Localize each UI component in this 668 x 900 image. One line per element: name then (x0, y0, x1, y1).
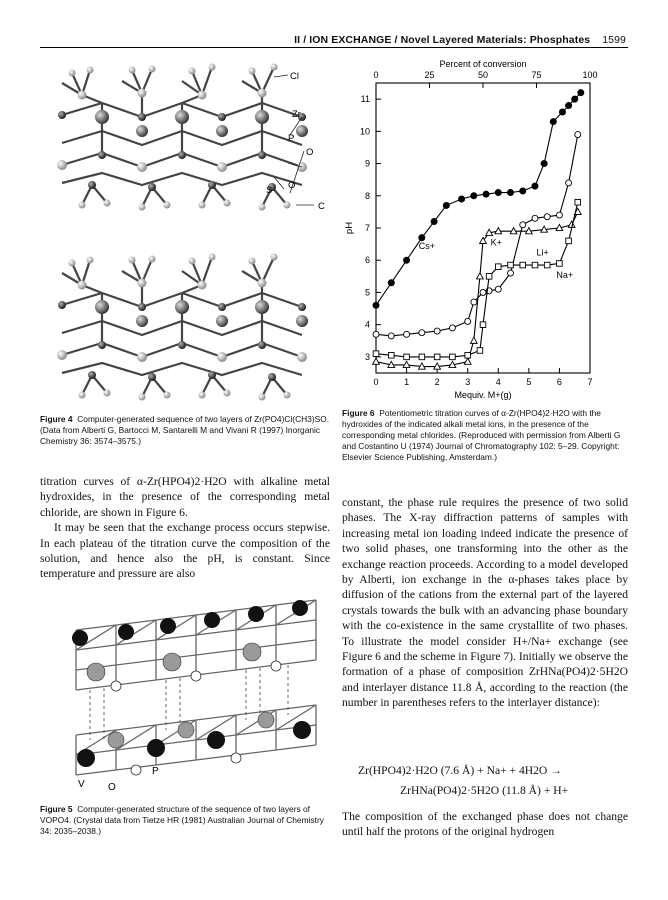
figure-6-caption-text: Potentiometric titration curves of α-Zr(HPO4)2·H2O with the hydroxides of the indicated alkali metal ions, in the presence of the corresponding metal chlorides. (Reproduced with permission from Alberti G and Costantino U (1974) Journal of Chromatography 102: 5–29. Copyright: Elsevier Science Publishing, Amsterdam.) (342, 408, 621, 462)
data-point-na (434, 354, 440, 360)
right-paragraph-2: The composition of the exchanged phase does not change until half the protons of the original hydrogen (342, 810, 628, 839)
top-tick-label: 0 (373, 70, 379, 80)
figure-5-caption (40, 804, 330, 837)
left-column-text (40, 474, 330, 582)
figure-4-caption-text: Computer-generated sequence of two layers of Zr(PO4)Cl(CH3)SO. (Data from Alberti G, Bartocci M, Santarelli M and Vivani R (1997) Inorganic Chemistry 36: 3574–3575.) (40, 414, 330, 446)
data-point-cs (541, 161, 547, 167)
left-paragraph-1: titration curves of α-Zr(HPO4)2·H2O with alkaline metal hydroxides, in the presence of the corresponding metal chloride, are shown in Figure 6. (40, 475, 330, 519)
data-point-li (388, 333, 394, 339)
reaction-equation (358, 761, 628, 801)
data-point-li (566, 180, 572, 186)
data-point-cs (572, 96, 578, 102)
data-point-k (464, 358, 471, 364)
figure-6-chart (338, 55, 628, 403)
curve-label-1: K+ (490, 237, 502, 248)
running-head (294, 34, 626, 46)
data-point-k (373, 358, 380, 364)
data-point-cs (373, 302, 379, 308)
data-point-cs (388, 280, 394, 286)
data-point-na (544, 262, 550, 268)
data-point-na (404, 354, 410, 360)
fig4-label-o2: O (288, 180, 296, 191)
header-rule (40, 47, 628, 48)
fig5-label-v: V (78, 779, 85, 790)
data-point-cs (495, 190, 501, 196)
right-column-text (342, 495, 628, 711)
data-point-cs (550, 119, 556, 125)
top-tick-label: 25 (424, 70, 435, 80)
x-tick-label: 7 (587, 377, 593, 387)
fig4-label-p: P (288, 133, 295, 144)
x-tick-label: 4 (495, 377, 501, 387)
data-point-li (508, 270, 514, 276)
data-point-cs (404, 257, 410, 263)
fig4-label-s: S (266, 185, 273, 196)
data-point-na (373, 351, 379, 357)
x-tick-label: 0 (373, 377, 379, 387)
data-point-li (544, 214, 550, 220)
x-tick-label: 1 (404, 377, 410, 387)
figure-6-caption-label: Figure 6 (342, 408, 375, 418)
y-tick-label: 10 (359, 126, 370, 137)
left-paragraph-2: It may be seen that the exchange process occurs stepwise. In each plateau of the titration curve the composition of the solution, and hence also the pH, is constant. Since temperature and pressure are also (40, 521, 330, 581)
data-point-cs (471, 193, 477, 199)
data-point-na (532, 262, 538, 268)
data-point-na (388, 352, 394, 358)
y-tick-label: 4 (364, 319, 370, 330)
figure-5-caption-text: Computer-generated structure of the sequence of two layers of VOPO4. (Crystal data from Tietze HR (1981) Australian Journal of Chemistry 34: 2035–2038.) (40, 804, 324, 836)
data-point-na (520, 262, 526, 268)
y-tick-label: 9 (364, 158, 370, 169)
data-point-na (477, 348, 483, 354)
data-point-cs (459, 196, 465, 202)
series-line-0 (376, 93, 581, 306)
data-point-li (556, 212, 562, 218)
data-point-cs (483, 191, 489, 197)
data-point-cs (578, 90, 584, 96)
figure-5-caption-label: Figure 5 (40, 804, 73, 814)
data-point-na (450, 354, 456, 360)
data-point-li (480, 289, 486, 295)
data-point-li (465, 318, 471, 324)
figure-6-caption (342, 408, 628, 463)
data-point-cs (532, 183, 538, 189)
figure-4-caption-label: Figure 4 (40, 414, 73, 424)
data-point-cs (520, 188, 526, 194)
x-tick-label: 6 (556, 377, 562, 387)
data-point-na (566, 238, 572, 244)
y-tick-label: 11 (360, 94, 370, 105)
equation-line-1: Zr(HPO4)2·H2O (7.6 Å) + Na+ + 4H2O → (358, 764, 562, 777)
data-point-cs (566, 103, 572, 109)
top-tick-label: 100 (582, 70, 598, 80)
data-point-na (575, 199, 581, 205)
x-tick-label: 5 (526, 377, 532, 387)
page-number: 1599 (602, 34, 626, 46)
fig4-label-zr: Zr (292, 109, 301, 120)
data-point-cs (443, 202, 449, 208)
data-point-cs (508, 190, 514, 196)
x-tick-label: 2 (434, 377, 440, 387)
fig4-label-c: C (318, 201, 325, 212)
data-point-li (575, 132, 581, 138)
fig5-label-o: O (108, 782, 116, 793)
x-axis-label: Mequiv. M+(g) (454, 390, 512, 400)
data-point-na (419, 354, 425, 360)
fig4-label-o1: O (306, 147, 314, 158)
y-tick-label: 5 (364, 287, 370, 298)
x-tick-label: 3 (465, 377, 471, 387)
data-point-li (495, 286, 501, 292)
data-point-cs (431, 219, 437, 225)
curve-label-2: Li+ (536, 247, 549, 258)
data-point-cs (559, 109, 565, 115)
data-point-na (486, 274, 492, 280)
top-axis-label: Percent of conversion (439, 59, 527, 69)
data-point-li (373, 331, 379, 337)
data-point-li (419, 330, 425, 336)
data-point-li (532, 215, 538, 221)
top-tick-label: 75 (531, 70, 542, 80)
right-paragraph-1: constant, the phase rule requires the presence of two solid phases. The X-ray diffraction patterns of samples with increasing metal ion loading indeed indicate the presence of two solid phases, one transforming into the other as the exchange reaction proceeds. According to a model developed by Alberti, ion exchange in the α-phases takes place by diffusion of the cations from the external part of the layered crystals towards the bulk with an advancing phase boundary with the co-existence in the same crystallite of two phases. To illustrate the model consider H+/Na+ exchange (see Figure 6 and the scheme in Figure 7). Initially we observe the formation of a phase of composition ZrHNa(PO4)2·5H2O and interlayer distance 11.8 Å, according to the reaction (the number in parentheses refers to the interlayer distance): (342, 496, 628, 710)
data-point-na (557, 261, 563, 267)
data-point-li (471, 299, 477, 305)
curve-label-0: Cs+ (418, 240, 436, 251)
data-point-na (480, 322, 486, 328)
curve-label-3: Na+ (556, 269, 574, 280)
data-point-cs (419, 235, 425, 241)
right-column-text-2 (342, 809, 628, 840)
figure-4-caption (40, 414, 330, 447)
figure-4-structure (52, 55, 342, 410)
figure-5-structure (56, 590, 334, 795)
data-point-k (470, 337, 477, 343)
equation-line-2: ZrHNa(PO4)2·5H2O (11.8 Å) + H+ (400, 784, 569, 797)
data-point-na (465, 352, 471, 358)
data-point-li (449, 325, 455, 331)
data-point-li (404, 331, 410, 337)
data-point-li (434, 328, 440, 334)
y-tick-label: 8 (364, 190, 370, 201)
y-tick-label: 6 (364, 255, 370, 266)
data-point-k (477, 273, 484, 279)
y-tick-label: 7 (364, 223, 370, 233)
top-tick-label: 50 (477, 70, 489, 80)
running-title: II / ION EXCHANGE / Novel Layered Materials: Phosphates (294, 34, 591, 46)
data-point-na (495, 264, 501, 270)
fig4-label-cl: Cl (290, 71, 299, 82)
y-axis-label: pH (344, 221, 355, 235)
data-point-li (520, 222, 526, 228)
y-tick-label: 3 (364, 351, 370, 362)
data-point-na (508, 262, 514, 268)
fig5-label-p: P (152, 766, 159, 777)
